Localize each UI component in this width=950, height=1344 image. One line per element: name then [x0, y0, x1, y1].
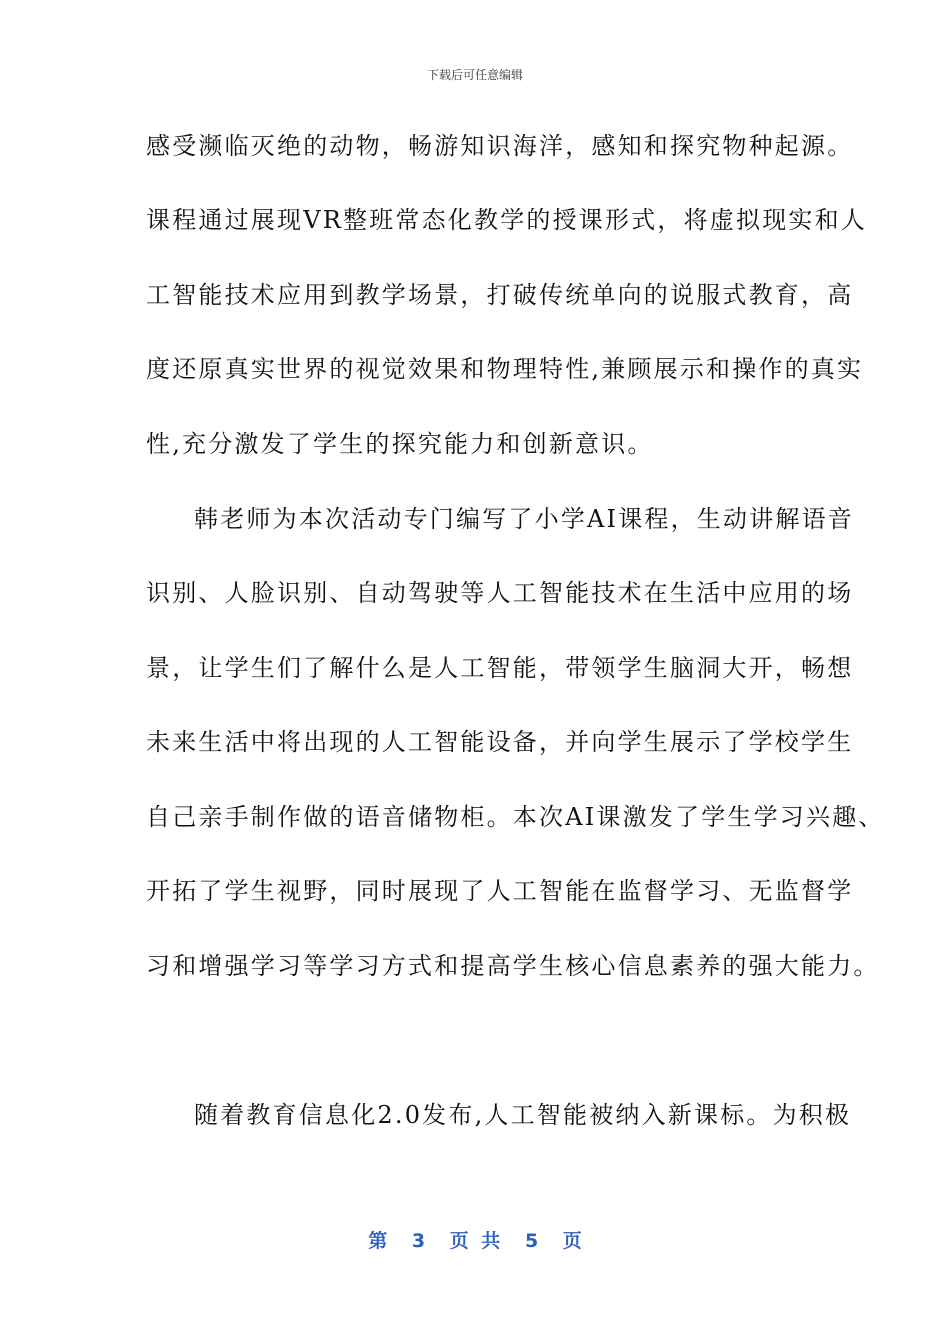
paragraph-line: 识别、人脸识别、自动驾驶等人工智能技术在生活中应用的场	[146, 579, 854, 607]
paragraph-line: 韩老师为本次活动专门编写了小学AI课程，生动讲解语音	[194, 505, 855, 533]
paragraph-line: 课程通过展现VR整班常态化教学的授课形式，将虚拟现实和人	[146, 206, 868, 234]
footer-current-page: 3	[411, 1230, 426, 1252]
footer-total-pages: 5	[524, 1230, 539, 1252]
paragraph-line: 开拓了学生视野，同时展现了人工智能在监督学习、无监督学	[146, 877, 854, 905]
page-footer	[0, 1226, 950, 1253]
footer-label-end: 页	[562, 1230, 582, 1252]
page-header: 下载后可任意编辑	[426, 68, 523, 82]
footer-label-page: 第	[368, 1230, 388, 1252]
paragraph-line: 随着教育信息化2.0发布,人工智能被纳入新课标。为积极	[194, 1101, 852, 1129]
paragraph-line: 景，让学生们了解什么是人工智能，带领学生脑洞大开，畅想	[146, 654, 854, 682]
paragraph-line: 自己亲手制作做的语音储物柜。本次AI课激发了学生学习兴趣、	[146, 803, 885, 831]
paragraph-line: 感受濒临灭绝的动物，畅游知识海洋，感知和探究物种起源。	[146, 132, 854, 160]
paragraph-line: 性,充分激发了学生的探究能力和创新意识。	[146, 430, 654, 458]
footer-label-of: 页 共	[449, 1230, 501, 1252]
paragraph-line: 工智能技术应用到教学场景，打破传统单向的说服式教育，高	[146, 281, 854, 309]
paragraph-line: 习和增强学习等学习方式和提高学生核心信息素养的强大能力。	[146, 952, 880, 980]
paragraph-line: 度还原真实世界的视觉效果和物理特性,兼顾展示和操作的真实	[146, 355, 864, 383]
paragraph-line: 未来生活中将出现的人工智能设备，并向学生展示了学校学生	[146, 728, 854, 756]
